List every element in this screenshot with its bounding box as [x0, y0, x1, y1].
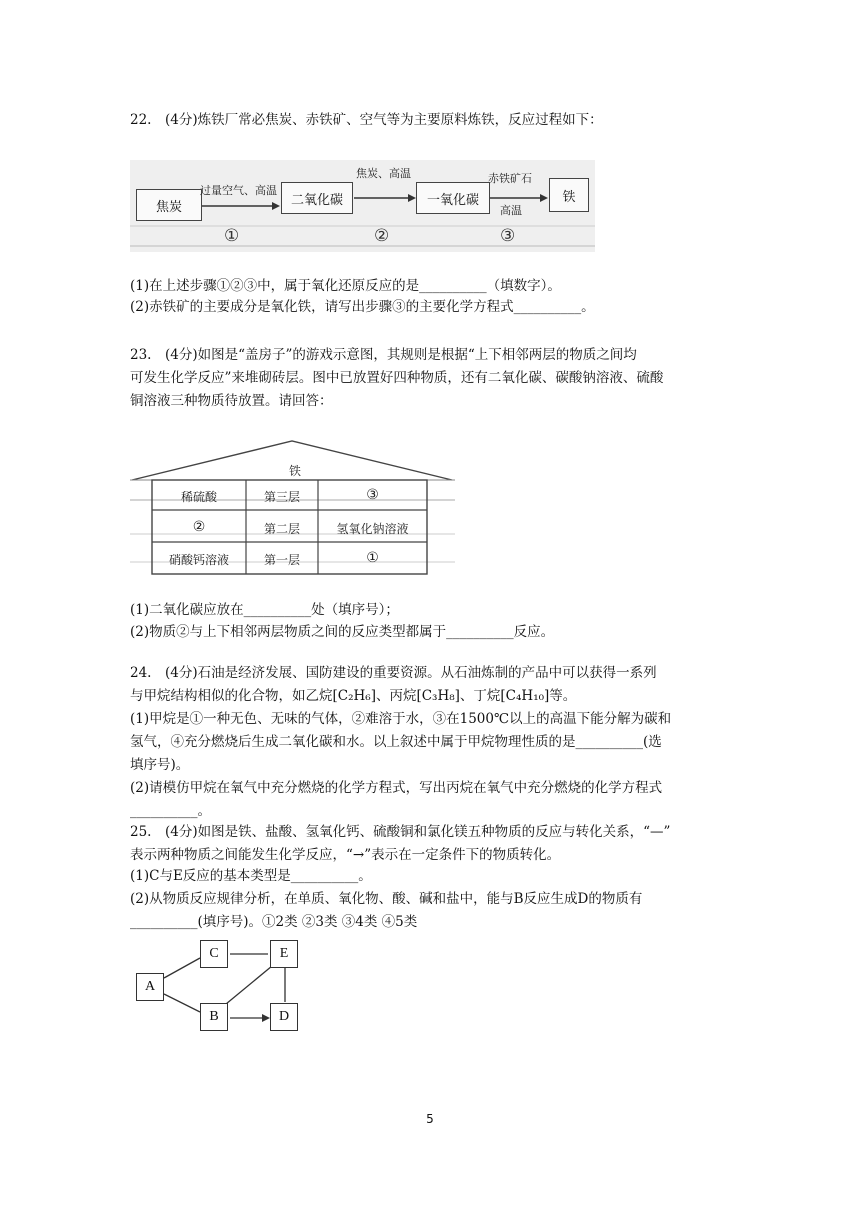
q23-cell-r1c3: ①: [366, 550, 379, 566]
q23-intro-line1: 23. (4分)如图是“盖房子”的游戏示意图，其规则是根据“上下相邻两层的物质之间均: [130, 347, 637, 363]
q23-cell-r3c3: ③: [366, 487, 379, 503]
q25-node-d: D: [270, 1003, 298, 1031]
q23-intro-line3: 铜溶液三种物质待放置。请回答：: [130, 393, 333, 409]
q22-box-co: 一氧化碳: [416, 182, 490, 214]
q23-roof-iron: 铁: [288, 464, 301, 478]
q25-relation-diagram: [130, 936, 310, 1036]
q23-cell-r2c2: 第二层: [263, 522, 300, 536]
q22-label-step1: 过量空气、高温: [200, 184, 277, 197]
q22-box-iron: 铁: [549, 178, 589, 212]
q22-box-co2: 二氧化碳: [281, 182, 353, 214]
q22-intro: 22. (4分)炼铁厂常必焦炭、赤铁矿、空气等为主要原料炼铁，反应过程如下：: [130, 112, 603, 128]
q22-part1: (1)在上述步骤①②③中，属于氧化还原反应的是__________（填数字）。: [130, 278, 561, 294]
q23-cell-r1c1: 硝酸钙溶液: [168, 553, 229, 567]
q23-house-diagram: [130, 438, 455, 578]
q22-process-diagram: [130, 160, 595, 252]
q25-part2-line1: (2)从物质反应规律分析，在单质、氧化物、酸、碱和盐中，能与B反应生成D的物质有: [130, 891, 643, 907]
q23-cell-r3c2: 第三层: [263, 490, 300, 504]
q22-label-step2: 焦炭、高温: [356, 167, 411, 180]
q23-cell-r2c3: 氢氧化钠溶液: [336, 522, 409, 536]
q25-node-c: C: [200, 940, 228, 968]
q25-node-e: E: [270, 940, 298, 968]
q24-part1-line3: 填序号)。: [130, 757, 190, 773]
q25-intro-line1: 25. (4分)如图是铁、盐酸、氢氧化钙、硫酸铜和氯化镁五种物质的反应与转化关系，“—”: [130, 824, 671, 840]
q24-part2-line1: (2)请模仿甲烷在氧气中充分燃烧的化学方程式，写出丙烷在氧气中充分燃烧的化学方程式: [130, 780, 663, 796]
q22-box-coke: 焦炭: [136, 189, 202, 221]
q23-part2: (2)物质②与上下相邻两层物质之间的反应类型都属于__________反应。: [130, 624, 555, 640]
q25-part2-line2: __________(填序号)。①2类 ②3类 ③4类 ④5类: [130, 914, 418, 930]
q23-cell-r3c1: 稀硫酸: [180, 490, 217, 504]
q22-step3-marker: ③: [500, 226, 516, 246]
q23-cell-r1c2: 第一层: [263, 553, 300, 567]
q22-step1-marker: ①: [224, 226, 240, 246]
q25-node-a: A: [136, 973, 164, 1001]
q24-part1-line1: (1)甲烷是①一种无色、无味的气体，②难溶于水，③在1500℃以上的高温下能分解为碳和: [130, 711, 672, 727]
q22-step2-marker: ②: [374, 226, 390, 246]
q22-part2: (2)赤铁矿的主要成分是氧化铁，请写出步骤③的主要化学方程式__________。: [130, 299, 595, 315]
page-number: 5: [426, 1112, 434, 1126]
q22-label-step3-top: 赤铁矿石: [488, 172, 532, 185]
q24-intro-line1: 24. (4分)石油是经济发展、国防建设的重要资源。从石油炼制的产品中可以获得一系列: [130, 665, 657, 681]
q23-intro-line2: 可发生化学反应”来堆砌砖层。图中已放置好四种物质，还有二氧化碳、碳酸钠溶液、硫酸: [130, 370, 664, 386]
q23-cell-r2c1: ②: [192, 519, 206, 535]
q25-node-b: B: [200, 1003, 228, 1031]
q24-intro-line2: 与甲烷结构相似的化合物，如乙烷[C₂H₆]、丙烷[C₃H₈]、丁烷[C₄H₁₀]等。: [130, 688, 577, 704]
q24-part2-line2: __________。: [130, 803, 211, 819]
q25-part1: (1)C与E反应的基本类型是__________。: [130, 868, 372, 884]
q22-label-step3-bottom: 高温: [500, 204, 522, 217]
q24-part1-line2: 氢气，④充分燃烧后生成二氧化碳和水。以上叙述中属于甲烷物理性质的是__________(选: [130, 734, 662, 750]
q25-intro-line2: 表示两种物质之间能发生化学反应，“→”表示在一定条件下的物质转化。: [130, 847, 561, 863]
q23-part1: (1)二氧化碳应放在__________处（填序号）；: [130, 602, 399, 618]
